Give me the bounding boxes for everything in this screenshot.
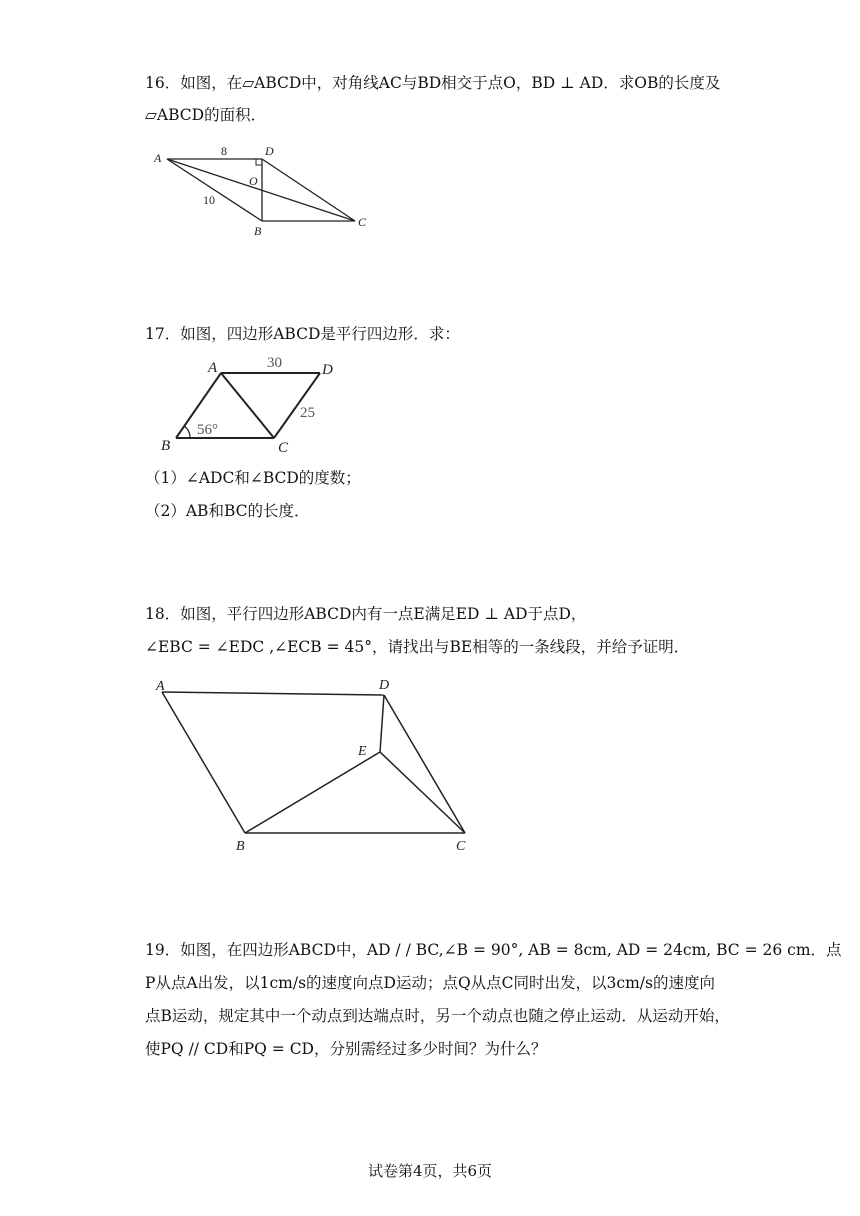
q16-length-ab: 10 <box>203 193 215 207</box>
q17-segment-ac <box>221 373 274 438</box>
q17-label-c: C <box>278 440 289 456</box>
q17-label-a: A <box>208 360 218 376</box>
q19-text-line1: 19．如图，在四边形ABCD中，AD / / BC,∠B = 90°, AB = 8cm, AD = 24cm, BC = 26 cm．点 <box>145 941 842 959</box>
q17-length-ad: 30 <box>267 355 282 371</box>
q16-text-line2: ▱ABCD的面积． <box>145 106 267 124</box>
q16-right-angle-mark <box>256 159 262 165</box>
q18-label-e: E <box>358 744 367 759</box>
q18-segment-dc <box>384 695 465 833</box>
q18-label-b: B <box>236 839 245 854</box>
q16-segment-ab <box>167 159 262 221</box>
q17-angle-arc <box>184 426 190 438</box>
q16-label-c: C <box>358 215 367 229</box>
q17-label-b: B <box>161 438 171 454</box>
q18-segment-de <box>380 695 384 752</box>
page-footer: 试卷第4页，共6页 <box>367 1162 493 1180</box>
q18-segment-ad <box>162 692 384 695</box>
q16-text-line1: 16．如图，在▱ABCD中，对角线AC与BD相交于点O，BD ⊥ AD．求OB的长度及 <box>145 74 721 92</box>
q16-segment-dc <box>262 159 355 221</box>
q19-text-line3: 点B运动，规定其中一个动点到达端点时，另一个动点也随之停止运动．从运动开始， <box>145 1007 730 1025</box>
q17-figure <box>155 350 355 460</box>
q17-part1: （1）∠ADC和∠BCD的度数； <box>145 469 361 487</box>
q16-label-o: O <box>249 174 258 188</box>
q18-text-line2: ∠EBC = ∠EDC ,∠ECB = 45°，请找出与BE相等的一条线段，并给予证明． <box>145 638 690 656</box>
q16-length-ad: 8 <box>221 144 227 158</box>
q17-length-cd: 25 <box>300 405 315 421</box>
q19-text-line2: P从点A出发，以1cm/s的速度向点D运动；点Q从点C同时出发，以3cm/s的速度向 <box>145 974 715 992</box>
q16-label-a: A <box>154 151 162 165</box>
q16-segment-ac <box>167 159 355 221</box>
q19-text-line4: 使PQ // CD和PQ = CD，分别需经过多少时间？为什么？ <box>145 1040 547 1058</box>
q16-label-b: B <box>254 224 262 238</box>
q18-figure <box>145 672 485 862</box>
q18-segment-ce <box>380 752 465 833</box>
q17-part2: （2）AB和BC的长度． <box>145 502 310 520</box>
q18-segment-be <box>245 752 380 833</box>
q16-figure <box>145 140 385 240</box>
q18-label-d: D <box>379 678 390 693</box>
q18-text-line1: 18．如图，平行四边形ABCD内有一点E满足ED ⊥ AD于点D， <box>145 605 587 623</box>
q16-label-d: D <box>265 144 274 158</box>
q18-label-a: A <box>156 679 165 694</box>
q17-text-line1: 17．如图，四边形ABCD是平行四边形．求： <box>145 325 460 343</box>
q17-angle-b: 56° <box>197 422 218 438</box>
q18-segment-ab <box>162 692 245 833</box>
q18-label-c: C <box>456 839 466 854</box>
q17-label-d: D <box>322 362 333 378</box>
